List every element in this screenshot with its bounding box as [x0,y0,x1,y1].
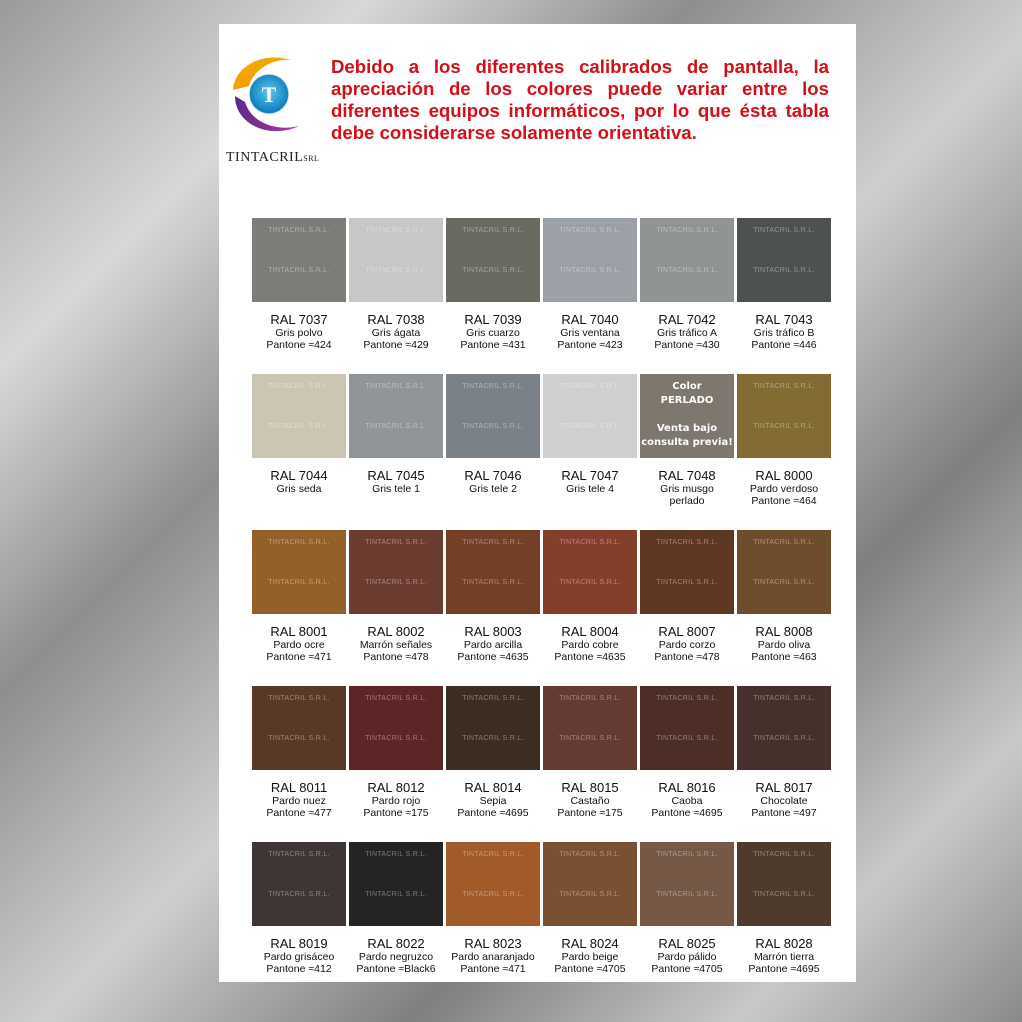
color-card [446,686,540,819]
color-swatch [446,686,540,770]
color-name: Gris ventana [560,327,620,339]
watermark-text: TINTACRIL S.R.L. [462,423,524,430]
calibration-notice: Debido a los diferentes calibrados de pantalla, la apreciación de los colores puede variar entre los diferentes equipos informáticos, por lo que ésta tabla debe considerarse solamente orientativa. [331,56,829,143]
pantone-equivalent: Pantone ≈431 [460,339,526,351]
pantone-equivalent: Pantone ≈464 [751,495,817,507]
pantone-equivalent: Pantone ≈430 [654,339,720,351]
color-card [446,218,540,351]
pantone-equivalent: Pantone ≈471 [266,651,332,663]
ral-code: RAL 8028 [755,936,813,951]
watermark-text: TINTACRIL S.R.L. [462,539,524,546]
watermark-text: TINTACRIL S.R.L. [268,735,330,742]
color-name: Gris tele 1 [372,483,420,495]
color-swatch [252,530,346,614]
color-swatch [446,218,540,302]
watermark-text: TINTACRIL S.R.L. [268,227,330,234]
watermark-text: TINTACRIL S.R.L. [656,579,718,586]
watermark-text: TINTACRIL S.R.L. [268,383,330,390]
color-card [640,842,734,975]
color-name: Gris tráfico B [753,327,815,339]
color-swatch [349,686,443,770]
color-name: Castaño [570,795,610,807]
color-chart-sheet [219,24,856,982]
color-row [252,530,832,686]
color-name-line2: perlado [669,495,705,507]
color-swatch [349,530,443,614]
color-swatch [640,530,734,614]
color-card [349,530,443,663]
watermark-text: TINTACRIL S.R.L. [656,851,718,858]
watermark-text: TINTACRIL S.R.L. [365,423,427,430]
ral-code: RAL 8012 [367,780,425,795]
color-row [252,218,832,374]
color-card [543,842,637,975]
color-card [252,530,346,663]
color-swatch [446,842,540,926]
watermark-text: TINTACRIL S.R.L. [656,267,718,274]
color-name: Pardo pálido [657,951,717,963]
color-swatch [543,686,637,770]
ral-code: RAL 8014 [464,780,522,795]
color-name: Pardo grisáceo [263,951,335,963]
pantone-equivalent: Pantone ≈478 [654,651,720,663]
watermark-text: TINTACRIL S.R.L. [656,735,718,742]
ral-code: RAL 7039 [464,312,522,327]
color-name: Gris cuarzo [466,327,520,339]
watermark-text: TINTACRIL S.R.L. [268,267,330,274]
pantone-equivalent: Pantone ≈424 [266,339,332,351]
watermark-text: TINTACRIL S.R.L. [365,851,427,858]
pantone-equivalent: Pantone ≈412 [266,963,332,975]
color-card [737,842,831,975]
watermark-text: TINTACRIL S.R.L. [365,579,427,586]
watermark-text: TINTACRIL S.R.L. [365,227,427,234]
watermark-text: TINTACRIL S.R.L. [559,851,621,858]
color-name: Gris seda [276,483,322,495]
color-name: Pardo arcilla [463,639,523,651]
watermark-text: TINTACRIL S.R.L. [753,579,815,586]
pantone-equivalent: Pantone ≈4695 [748,963,820,975]
watermark-text: TINTACRIL S.R.L. [753,383,815,390]
ral-code: RAL 8017 [755,780,813,795]
color-swatch [543,842,637,926]
pantone-equivalent: Pantone ≈4705 [554,963,626,975]
color-name: Caoba [671,795,703,807]
color-card [252,218,346,351]
color-swatch [446,374,540,458]
watermark-text: TINTACRIL S.R.L. [559,891,621,898]
watermark-text: TINTACRIL S.R.L. [656,539,718,546]
color-card [543,374,637,495]
color-name: Marrón tierra [753,951,815,963]
color-swatch [349,374,443,458]
ral-code: RAL 8015 [561,780,619,795]
watermark-text: TINTACRIL S.R.L. [753,735,815,742]
pantone-equivalent: Pantone ≈4695 [457,807,529,819]
watermark-text: TINTACRIL S.R.L. [268,423,330,430]
color-swatch [349,218,443,302]
logo-emblem-icon [225,52,311,142]
pantone-equivalent: Pantone ≈477 [266,807,332,819]
color-swatch [446,530,540,614]
watermark-text: TINTACRIL S.R.L. [753,423,815,430]
watermark-text: TINTACRIL S.R.L. [365,695,427,702]
ral-code: RAL 7048 [658,468,716,483]
ral-code: RAL 8003 [464,624,522,639]
color-name: Gris ágata [371,327,421,339]
ral-code: RAL 8007 [658,624,716,639]
watermark-text: TINTACRIL S.R.L. [268,539,330,546]
pantone-equivalent: Pantone ≈4635 [457,651,529,663]
pantone-equivalent: Pantone ≈446 [751,339,817,351]
ral-code: RAL 7038 [367,312,425,327]
pantone-equivalent: Pantone ≈175 [557,807,623,819]
watermark-text: TINTACRIL S.R.L. [462,695,524,702]
ral-code: RAL 8004 [561,624,619,639]
color-swatch [252,374,346,458]
watermark-text: TINTACRIL S.R.L. [268,851,330,858]
color-card [349,842,443,975]
color-swatch [737,686,831,770]
watermark-text: TINTACRIL S.R.L. [365,383,427,390]
watermark-text: TINTACRIL S.R.L. [656,695,718,702]
color-row [252,686,832,842]
color-name: Gris tele 2 [469,483,517,495]
color-row [252,374,832,530]
tintacril-logo [225,52,325,192]
color-card [543,218,637,351]
pearl-note: Color PERLADO Venta bajo consulta previa! [641,381,733,448]
color-swatch [737,374,831,458]
color-name: Pardo nuez [272,795,326,807]
watermark-text: TINTACRIL S.R.L. [559,539,621,546]
watermark-text: TINTACRIL S.R.L. [753,539,815,546]
pantone-equivalent: Pantone ≈175 [363,807,429,819]
color-swatch [640,686,734,770]
ral-code: RAL 7040 [561,312,619,327]
color-name: Pardo ocre [273,639,325,651]
watermark-text: TINTACRIL S.R.L. [462,383,524,390]
watermark-text: TINTACRIL S.R.L. [268,891,330,898]
ral-code: RAL 8002 [367,624,425,639]
color-swatch [640,374,734,458]
watermark-text: TINTACRIL S.R.L. [462,891,524,898]
pantone-equivalent: Pantone ≈4705 [651,963,723,975]
pantone-equivalent: Pantone ≈497 [751,807,817,819]
watermark-text: TINTACRIL S.R.L. [462,851,524,858]
ral-code: RAL 7042 [658,312,716,327]
watermark-text: TINTACRIL S.R.L. [559,423,621,430]
color-name: Sepia [479,795,507,807]
color-name: Gris tele 4 [566,483,614,495]
color-card [640,374,734,507]
color-name: Marrón señales [359,639,433,651]
watermark-text: TINTACRIL S.R.L. [753,891,815,898]
watermark-text: TINTACRIL S.R.L. [753,227,815,234]
color-swatch [252,218,346,302]
color-name: Pardo verdoso [749,483,819,495]
ral-code: RAL 8023 [464,936,522,951]
color-name: Pardo cobre [561,639,619,651]
color-card [737,218,831,351]
color-name: Pardo rojo [371,795,421,807]
color-card [640,686,734,819]
ral-code: RAL 8011 [270,780,328,795]
color-name: Pardo corzo [658,639,716,651]
color-swatch [737,218,831,302]
pantone-equivalent: Pantone ≈463 [751,651,817,663]
ral-code: RAL 7046 [464,468,522,483]
pantone-equivalent: Pantone ≈Black6 [356,963,436,975]
ral-code: RAL 8019 [270,936,328,951]
watermark-text: TINTACRIL S.R.L. [365,539,427,546]
color-card [737,530,831,663]
pantone-equivalent: Pantone ≈429 [363,339,429,351]
color-name: Pardo negruzco [358,951,434,963]
color-card [252,374,346,495]
color-card [737,374,831,507]
color-swatch [543,374,637,458]
ral-code: RAL 7037 [270,312,328,327]
color-card [543,686,637,819]
watermark-text: TINTACRIL S.R.L. [462,227,524,234]
watermark-text: TINTACRIL S.R.L. [559,695,621,702]
color-card [252,686,346,819]
watermark-text: TINTACRIL S.R.L. [365,891,427,898]
color-swatch [737,530,831,614]
brand-name: TINTACRILSRL [226,150,320,165]
ral-code: RAL 8001 [270,624,328,639]
watermark-text: TINTACRIL S.R.L. [753,695,815,702]
watermark-text: TINTACRIL S.R.L. [559,267,621,274]
watermark-text: TINTACRIL S.R.L. [559,579,621,586]
ral-code: RAL 8016 [658,780,716,795]
color-name: Chocolate [760,795,808,807]
watermark-text: TINTACRIL S.R.L. [365,267,427,274]
watermark-text: TINTACRIL S.R.L. [462,735,524,742]
color-card [737,686,831,819]
ral-code: RAL 7043 [755,312,813,327]
ral-code: RAL 7045 [367,468,425,483]
color-card [446,530,540,663]
watermark-text: TINTACRIL S.R.L. [656,227,718,234]
watermark-text: TINTACRIL S.R.L. [268,695,330,702]
watermark-text: TINTACRIL S.R.L. [753,851,815,858]
watermark-text: TINTACRIL S.R.L. [462,579,524,586]
watermark-text: TINTACRIL S.R.L. [462,267,524,274]
color-card [640,218,734,351]
svg-text:T: T [261,82,277,107]
color-card [543,530,637,663]
ral-code: RAL 8000 [755,468,813,483]
color-card [349,218,443,351]
color-swatch [543,530,637,614]
color-name: Pardo oliva [757,639,811,651]
color-swatch [737,842,831,926]
color-card [446,374,540,495]
color-name: Gris musgo [660,483,714,495]
pantone-equivalent: Pantone ≈4635 [554,651,626,663]
color-name: Pardo anaranjado [451,951,535,963]
color-swatch [640,842,734,926]
color-card [446,842,540,975]
color-card [349,686,443,819]
color-name: Gris polvo [275,327,323,339]
watermark-text: TINTACRIL S.R.L. [365,735,427,742]
color-name: Pardo beige [561,951,619,963]
pantone-equivalent: Pantone ≈4695 [651,807,723,819]
ral-code: RAL 8025 [658,936,716,951]
pantone-equivalent: Pantone ≈478 [363,651,429,663]
ral-code: RAL 8008 [755,624,813,639]
watermark-text: TINTACRIL S.R.L. [656,891,718,898]
pantone-equivalent: Pantone ≈471 [460,963,526,975]
color-swatch [252,842,346,926]
color-grid [252,218,832,982]
color-swatch [252,686,346,770]
pantone-equivalent: Pantone ≈423 [557,339,623,351]
ral-code: RAL 7047 [561,468,619,483]
watermark-text: TINTACRIL S.R.L. [559,383,621,390]
color-swatch [349,842,443,926]
color-swatch [640,218,734,302]
ral-code: RAL 8024 [561,936,619,951]
watermark-text: TINTACRIL S.R.L. [268,579,330,586]
color-card [252,842,346,975]
watermark-text: TINTACRIL S.R.L. [559,735,621,742]
color-card [640,530,734,663]
watermark-text: TINTACRIL S.R.L. [753,267,815,274]
ral-code: RAL 7044 [270,468,328,483]
color-swatch [543,218,637,302]
color-card [349,374,443,495]
watermark-text: TINTACRIL S.R.L. [559,227,621,234]
color-name: Gris tráfico A [656,327,718,339]
ral-code: RAL 8022 [367,936,425,951]
color-row [252,842,832,982]
